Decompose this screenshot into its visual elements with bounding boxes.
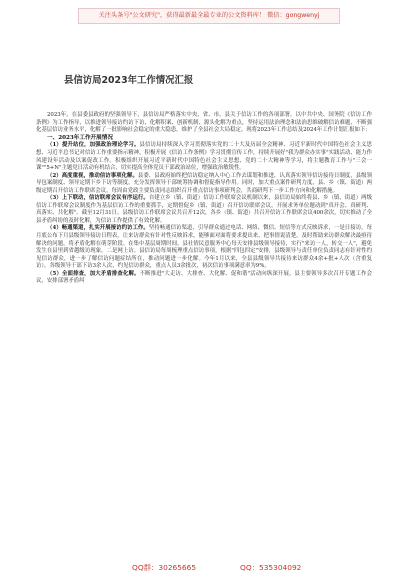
item-body: 坚持畅通信访渠道，引导群众通过电话、网络、微信、短信等方式反映诉求，一是日接访。每月底公布下月县级领导接访日程表，让来访群众有针对性反映诉求，能够面对面将要求提出来，把事情说清楚，及时帮助来访群众解决最亟待解决的问题，将矛盾化解在萌芽阶段。在集中基层周期时间，县社情民意服务中心每天安排县级领导接待，实行"来访一人，转交一人"，避免发生在县里到省越级访现象。二是网上访。县信访局每周梳理重点信访事项，根据"四包四定"安排，县级领导与责任单位负责同志有针对性约见信访群众，进一步了解信访问题症结所在，推动问题进一步化解。今年1月以来，全县县级领导共接待来访群众4余+批+人次（含重复访），各级领导干部下访3余人次，约见信访群众，重点人员3余批次，初次信访事项满意率为9%。 xyxy=(36,225,372,270)
intro-paragraph: 2023年，在县委县政府的坚强领导下，县信访局严格落实中央、省、市、县关于信访工作的各项部署。以中共中央、国务院《信访工作条例》为工作指导，以推进领导接访约访下访、化解积案、创新机制、源头化解为重点，坚持运用法治理念和法治思维破解信访难题，不断强化基层信访业务水平，化解了一批影响社会稳定的重大隐患，维护了全县社会大局稳定。现将2023年工作总结及2024年工作计划汇报如下： xyxy=(36,112,372,134)
item-lead: （3）上下联动，信访联席会议有序运行。 xyxy=(47,195,149,202)
item-lead: （2）高度重视，推动信访事项化解。 xyxy=(47,172,138,179)
item-body: 县信访局持续深入学习贯彻落实党的二十大及历届全会精神、习近平新时代中国特色社会主义思想、习近平总书记对信访工作重要指示精神，积极开展《信访工作条例》学习贯彻宣传工作，持续开展好"我为群众办实事"实践活动、能力作风建设年活动及以案促改工作。积极组织开展习近平新时代中国特色社会主义思想、党的二十大精神等学习，将主题教育工作与"三会一课""5+N"主题党日活动有机结合，切实提高全体党员干部政治站位，增强政治敏锐性。 xyxy=(36,142,372,172)
item-paragraph-3 xyxy=(36,195,372,225)
document-title: 县信访局2023年工作情况汇报 xyxy=(64,75,194,86)
item-body: 自建立乡（镇、街道）信访工作联席会议机制以来，县信访局始终将县、乡（镇、街道）两级信访工作联席会议制度作为基层信访工作的重要抓手，定期督促乡（镇、街道）召开信访联席会议，开展求务单位题动到"真开会、真研判、真落实、共化解"。截至12月31日，县级信访工作联席会议共召开12次，各乡（镇、街道）共召开信访工作联席会议400余次，切实推动了全县矛盾纠纷的及时化解，为信访工作提供了有效化解。 xyxy=(36,195,372,224)
promo-banner: 关注头条号"公文研究"，获得最新最全最专业的公文资料库！ 微信：gongwenyj xyxy=(78,8,340,24)
section-heading: 一、2023年工作开展情况 xyxy=(47,134,113,141)
item-paragraph-4 xyxy=(36,225,372,270)
item-body: 县委、县政府始终把信访稳定纳入中心工作去谋划和推进，认真落实领导信访接待日制度，县级领导包案制度、领导定期下乡下访等制度，充分发挥领导干部统筹协调和督促指导作用。同时，加大重点案件研判力度，县、乡（镇、街道）两级定期召开信访工作联席会议，每周由党政主要负责同志组织召开重点信访事项研判会，共商研判下一步工作方向和化解措施。 xyxy=(36,172,372,194)
document-page xyxy=(36,30,372,550)
item-paragraph-1 xyxy=(36,142,372,172)
item-lead: （5）全面排查，加大矛盾排查化解。 xyxy=(47,270,140,277)
item-paragraph-2 xyxy=(36,173,372,196)
contact-footer xyxy=(0,560,408,576)
qq-contact-text: QQ：535304092 xyxy=(240,563,302,572)
qq-group-text: QQ群：30265665 xyxy=(132,563,197,572)
item-lead: （1）提升站位，加强政治理论学习。 xyxy=(47,142,140,149)
item-body: 不断推进"大走访、大排查、大化解、促和谐"活动向纵深开展。县主要领导多次召开专题工作会议，安排部署矛盾纠 xyxy=(36,270,372,285)
item-paragraph-5 xyxy=(36,271,372,286)
item-lead: （4）畅通渠道，扎实开展接访约访工作。 xyxy=(47,225,149,232)
